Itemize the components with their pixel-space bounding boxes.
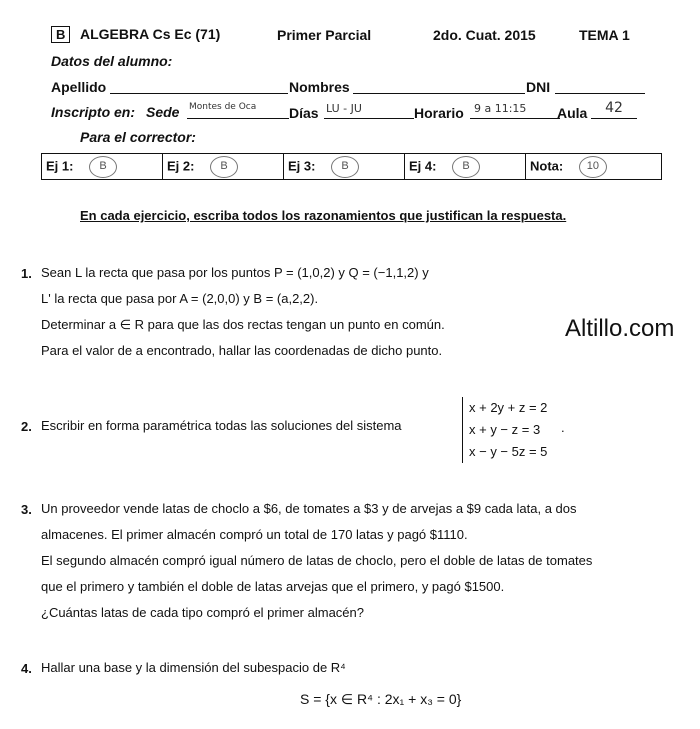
nombres-label: Nombres <box>289 79 350 95</box>
theme: TEMA 1 <box>579 27 630 43</box>
nombres-field[interactable] <box>353 79 525 94</box>
system-end: . <box>561 420 565 435</box>
dias-label: Días <box>289 105 319 121</box>
corrector-label: Nota: <box>530 157 564 173</box>
exercise-3-line-5: ¿Cuántas latas de cada tipo compró el primer almacén? <box>41 605 364 620</box>
exercise-3-line-4: que el primero y también el doble de latas arvejas que el primero, y pagó $1500. <box>41 579 505 594</box>
corrector-table <box>41 153 662 180</box>
exercise-number: 3. <box>21 502 32 517</box>
exercise-2-text: Escribir en forma paramétrica todas las soluciones del sistema <box>41 418 402 433</box>
corrector-label: Ej 2: <box>167 157 195 173</box>
exercise-1-line-4: Para el valor de a encontrado, hallar las coordenadas de dicho punto. <box>41 343 443 358</box>
exercise-3-line-3: El segundo almacén compró igual número de latas de choclo, pero el doble de latas de tomates <box>41 553 593 568</box>
exercise-1-line-2: L' la recta que pasa por A = (2,0,0) y B = (a,2,2). <box>41 291 319 306</box>
corrector-label: Ej 4: <box>409 157 437 173</box>
corrector-cell-nota <box>526 154 662 180</box>
term: 2do. Cuat. 2015 <box>433 27 536 43</box>
grade-mark: B <box>210 156 238 178</box>
corrector-cell-ej2 <box>163 154 284 180</box>
equation-system <box>462 397 547 463</box>
corrector-cell-ej1 <box>42 154 163 180</box>
exercise-3-line-1: Un proveedor vende latas de choclo a $6, de tomates a $3 y de arvejas a $9 cada lata, a dos <box>41 501 577 516</box>
corrector-label: Ej 1: <box>46 157 74 173</box>
horario-field[interactable]: 9 a 11:15 <box>470 102 560 119</box>
horario-label: Horario <box>414 105 464 121</box>
dias-field[interactable]: LU - JU <box>324 102 414 119</box>
aula-label: Aula <box>557 105 588 121</box>
sede-field[interactable]: Montes de Oca <box>187 102 289 119</box>
grade-mark: B <box>331 156 359 178</box>
corrector-cell-ej4 <box>405 154 526 180</box>
grade-mark: B <box>89 156 117 178</box>
instruction: En cada ejercicio, escriba todos los razonamientos que justifican la respuesta. <box>80 208 567 223</box>
aula-field[interactable]: 42 <box>591 100 637 119</box>
watermark: Altillo.com <box>565 315 675 342</box>
corrector-title: Para el corrector: <box>80 129 196 145</box>
version-box: B <box>51 26 70 43</box>
apellido-field[interactable] <box>110 79 288 94</box>
corrector-label: Ej 3: <box>288 157 316 173</box>
subspace-formula: S = {x ∈ R⁴ : 2x₁ + x₃ = 0} <box>300 691 462 707</box>
course-title: ALGEBRA Cs Ec (71) <box>80 26 221 42</box>
dni-field[interactable] <box>555 79 645 94</box>
student-section-title: Datos del alumno: <box>51 53 173 69</box>
grade-mark: B <box>452 156 480 178</box>
equation: x − y − 5z = 5 <box>469 444 548 459</box>
exercise-3-line-2: almacenes. El primer almacén compró un total de 170 latas y pagó $1110. <box>41 527 468 542</box>
dni-label: DNI <box>526 79 551 95</box>
apellido-label: Apellido <box>51 79 107 95</box>
exercise-1-line-3: Determinar a ∈ R para que las dos rectas tengan un punto en común. <box>41 317 445 332</box>
sede-label: Sede <box>146 104 180 120</box>
exercise-4-text: Hallar una base y la dimensión del subespacio de R⁴ <box>41 660 346 675</box>
exercise-number: 2. <box>21 419 32 434</box>
grade-mark: 10 <box>579 156 607 178</box>
equation: x + 2y + z = 2 <box>469 400 548 415</box>
equation: x + y − z = 3 <box>469 422 541 437</box>
corrector-cell-ej3 <box>284 154 405 180</box>
exam-title: Primer Parcial <box>277 27 372 43</box>
exercise-1-line-1: Sean L la recta que pasa por los puntos P = (1,0,2) y Q = (−1,1,2) y <box>41 265 429 280</box>
exercise-number: 4. <box>21 661 32 676</box>
exercise-number: 1. <box>21 266 32 281</box>
inscripto-label: Inscripto en: <box>51 104 136 120</box>
